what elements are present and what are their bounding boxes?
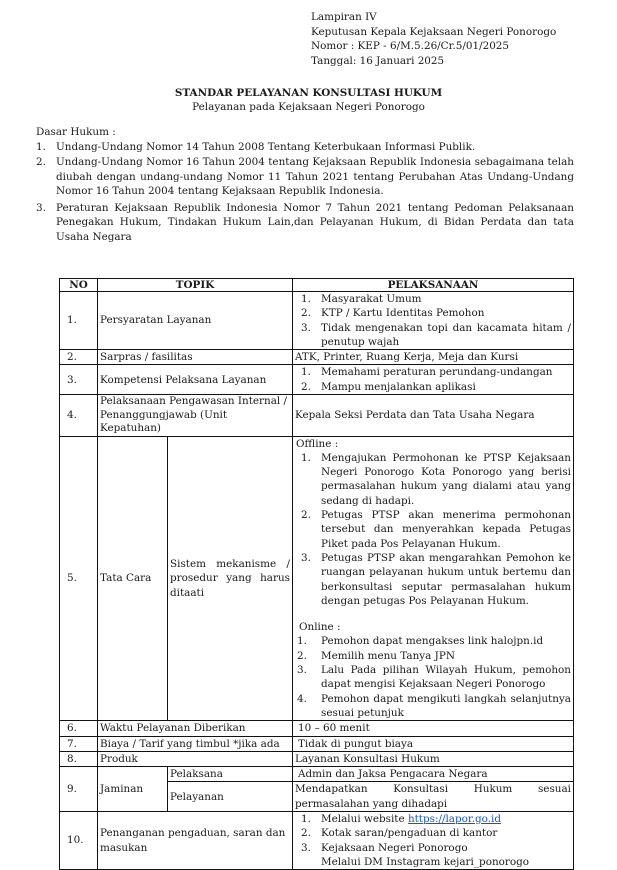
row-number: 5. (60, 436, 98, 721)
table-row (60, 350, 574, 365)
table-row (60, 751, 574, 766)
item-number: 3. (301, 551, 311, 564)
list-item (295, 826, 571, 840)
item-text: Peraturan Kejaksaan Republik Indonesia Nomor 7 Tahun 2021 tentang Pedoman Pelaksanaan Penegakan Hukum, Tindakan Hukum Lain,dan Pelayanan Hukum, di Bidan Perdata dan tata Usaha Negara (56, 202, 574, 243)
row-topik: Tata Cara (98, 436, 168, 721)
header-topik: TOPIK (98, 279, 293, 292)
pelaksanaan-list (295, 365, 571, 394)
item-text: Tidak mengenakan topi dan kacamata hitam / penutup wajah (321, 321, 571, 348)
row-topik: Persyaratan Layanan (98, 292, 293, 350)
row-topik: Penanganan pengaduan, saran dan masukan (98, 812, 293, 870)
list-item (295, 306, 571, 320)
list-item (295, 380, 571, 394)
item-text: Melalui website (321, 813, 408, 825)
item-number: 2. (301, 380, 311, 393)
table-row (60, 721, 574, 736)
item-number: 3. (301, 841, 311, 854)
row-number: 4. (60, 395, 98, 437)
pengaduan-list (295, 812, 571, 869)
row-sub-topik: Sistem mekanisme / prosedur yang harus ditaati (168, 436, 293, 721)
list-item (295, 649, 571, 663)
item-number: 1. (301, 451, 311, 464)
row-pelaksanaan (293, 365, 574, 395)
dasar-hukum-section (36, 125, 574, 245)
row-topik: Produk (98, 751, 293, 766)
document-subtitle: Pelayanan pada Kejaksaan Negeri Ponorogo (192, 101, 425, 113)
standar-pelayanan-table (59, 278, 574, 870)
item-text: Masyarakat Umum (321, 293, 422, 305)
item-text: Kejaksaan Negeri Ponorogo (321, 841, 468, 854)
list-item (295, 508, 571, 551)
item-number: 1. (301, 293, 311, 305)
row-sub-topik: Pelaksana (168, 767, 293, 782)
item-text: Mengajukan Permohonan ke PTSP Kejaksaan Negeri Ponorogo Kota Ponorogo yang berisi permasalahan hukum yang dialami atau yang sedang di hadapi. (321, 451, 571, 507)
item-number: 2. (301, 509, 311, 522)
item-text: Petugas PTSP akan mengarahkan Pemohon ke ruangan pelayanan hukum untuk bertemu dan berkonsultasi seputar permasalahan hukum dengan petugas Pos Pelayanan Hukum. (321, 551, 571, 607)
item-text: Pemohon dapat mengikuti langkah selanjutnya sesuai petunjuk (321, 692, 571, 719)
list-item (295, 692, 571, 721)
item-text: Melalui DM Instagram kejari_ponorogo (321, 855, 530, 868)
row-number: 1. (60, 292, 98, 350)
row-topik: Kompetensi Pelaksana Layanan (98, 365, 293, 395)
list-item (295, 321, 571, 350)
item-number: 2. (36, 156, 46, 169)
lapor-link[interactable]: https://lapor.go.id (407, 813, 502, 825)
item-text: Undang-Undang Nomor 16 Tahun 2004 tentang Kejaksaan Republik Indonesia sebagaimana telah diubah dengan undang-undang Nomor 11 Tahun 2021 tentang Perubahan Atas Undang-Undang Nomor 16 Tahun 2004 tentang Kejaksaan Republik Indonesia. (56, 156, 574, 197)
row-pelaksanaan: Layanan Konsultasi Hukum (293, 751, 574, 766)
row-pelaksanaan (293, 436, 574, 721)
lampiran-header (311, 10, 556, 68)
nomor-label: Nomor : KEP - 6/M.5.26/Cr.5/01/2025 (311, 40, 510, 53)
list-item (295, 841, 571, 870)
item-text: Mampu menjalankan aplikasi (321, 380, 476, 393)
item-text: Memahami peraturan perundang-undangan (321, 366, 553, 379)
item-text: Undang-Undang Nomor 14 Tahun 2008 Tentang Keterbukaan Informasi Publik. (56, 141, 476, 153)
table-row (60, 812, 574, 870)
list-item (295, 365, 571, 379)
row-number: 3. (60, 365, 98, 395)
online-label: Online : (299, 621, 341, 634)
row-sub-topik: Pelayanan (168, 782, 293, 812)
item-number: 4. (297, 692, 307, 705)
table-row (60, 395, 574, 437)
row-topik: Waktu Pelayanan Diberikan (98, 721, 293, 736)
item-text: Memilih menu Tanya JPN (321, 649, 455, 662)
online-steps (295, 634, 571, 720)
row-number: 10. (60, 812, 98, 870)
row-number: 6. (60, 721, 98, 736)
offline-label: Offline : (296, 437, 339, 450)
table-header-row (60, 279, 574, 292)
table-row (60, 736, 574, 751)
item-number: 1. (301, 813, 311, 825)
list-item (295, 451, 571, 508)
list-item (295, 634, 571, 648)
item-number: 3. (297, 664, 307, 677)
row-pelaksanaan: Tidak di pungut biaya (293, 736, 574, 751)
list-item (295, 292, 571, 306)
dasar-hukum-list (36, 140, 574, 244)
row-pelaksanaan: Kepala Seksi Perdata dan Tata Usaha Negara (293, 395, 574, 437)
pelaksanaan-list (295, 292, 571, 349)
item-text: Kotak saran/pengaduan di kantor (321, 827, 498, 840)
document-title: STANDAR PELAYANAN KONSULTASI HUKUM (174, 87, 443, 99)
table-row (60, 767, 574, 782)
item-number: 2. (297, 649, 307, 662)
item-number: 1. (297, 635, 307, 648)
item-number: 2. (301, 827, 311, 840)
item-number: 3. (36, 202, 46, 215)
dasar-hukum-item (36, 201, 574, 244)
row-topik: Biaya / Tarif yang timbul *jika ada (98, 736, 293, 751)
header-pelaksanaan: PELAKSANAAN (293, 279, 574, 292)
item-text: Pemohon dapat mengakses link halojpn.id (321, 635, 544, 648)
item-text: Lalu Pada pilihan Wilayah Hukum, pemohon dapat mengisi Kejaksaan Negeri Ponorogo (321, 664, 571, 691)
item-number: 1. (301, 366, 311, 379)
row-pelaksanaan (293, 292, 574, 350)
row-number: 2. (60, 350, 98, 365)
dasar-hukum-item (36, 155, 574, 198)
row-pelaksanaan: 10 – 60 menit (293, 721, 574, 736)
table-row (60, 436, 574, 721)
offline-steps (295, 451, 571, 608)
row-number: 9. (60, 767, 98, 812)
item-text: KTP / Kartu Identitas Pemohon (321, 307, 485, 320)
row-pelaksanaan: Mendapatkan Konsultasi Hukum sesuai permasalahan yang dihadapi (293, 782, 574, 812)
item-number: 3. (301, 321, 311, 334)
row-pelaksanaan: Admin dan Jaksa Pengacara Negara (293, 767, 574, 782)
list-item (295, 551, 571, 608)
list-item (295, 812, 571, 826)
header-no: NO (60, 279, 98, 292)
table-row (60, 365, 574, 395)
row-topik: Sarpras / fasilitas (98, 350, 293, 365)
dasar-hukum-item (36, 140, 574, 154)
lampiran-label: Lampiran IV (311, 11, 377, 23)
item-number: 1. (36, 141, 46, 153)
table-row (60, 292, 574, 350)
row-number: 7. (60, 736, 98, 751)
row-pelaksanaan (293, 812, 574, 870)
keputusan-label: Keputusan Kepala Kejaksaan Negeri Ponorogo (311, 25, 557, 38)
dasar-hukum-label: Dasar Hukum : (36, 126, 116, 138)
item-number: 2. (301, 307, 311, 320)
list-item (295, 663, 571, 692)
tanggal-label: Tanggal: 16 Januari 2025 (311, 54, 445, 67)
row-topik: Pelaksanaan Pengawasan Internal / Penanggungjawab (Unit Kepatuhan) (98, 395, 293, 437)
row-pelaksanaan: ATK, Printer, Ruang Kerja, Meja dan Kursi (293, 350, 574, 365)
item-text: Petugas PTSP akan menerima permohonan tersebut dan menyerahkan kepada Petugas Piket pada Pos Pelayanan Hukum. (321, 509, 571, 550)
row-topik: Jaminan (98, 767, 168, 812)
row-number: 8. (60, 751, 98, 766)
